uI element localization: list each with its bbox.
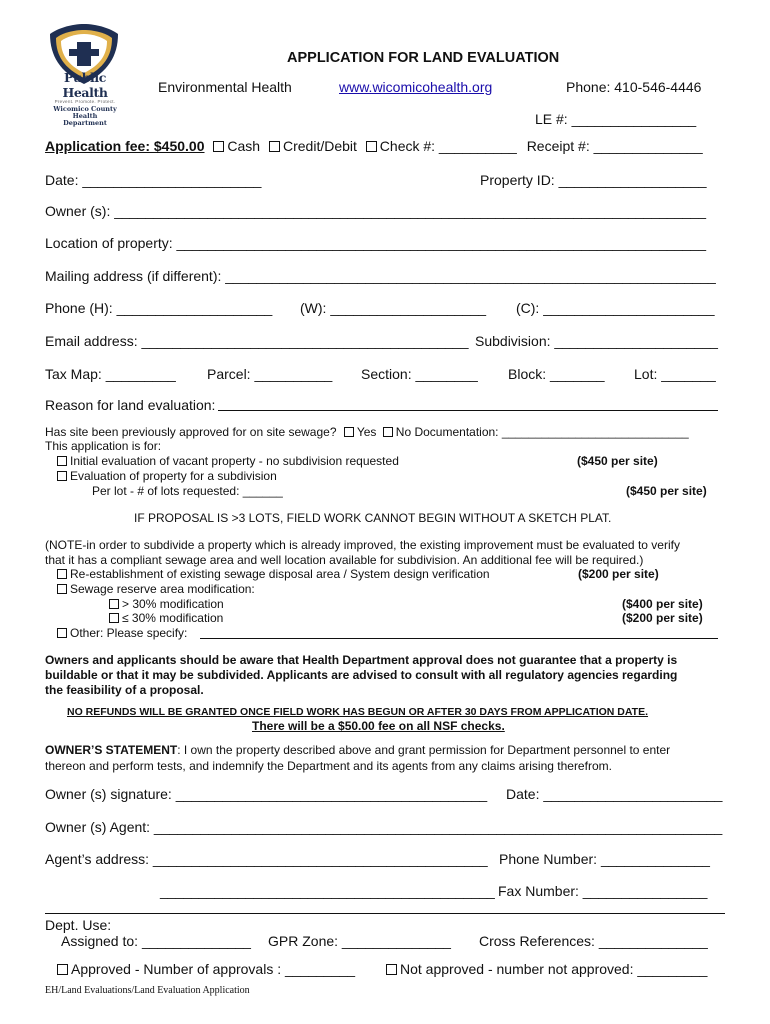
approved-checkbox[interactable]: [57, 964, 68, 975]
warning-line-1: Owners and applicants should be aware that Health Department approval does not guarantee that a property is: [45, 653, 678, 667]
agent-phone-field[interactable]: Phone Number: ______________: [499, 851, 710, 867]
not-approved-count-field[interactable]: Not approved - number not approved: _________: [400, 961, 708, 977]
other-option[interactable]: [57, 626, 187, 640]
agent-address-line-2[interactable]: ___________________________________________: [160, 883, 495, 899]
other-input-line[interactable]: [200, 638, 718, 639]
refund-policy: NO REFUNDS WILL BE GRANTED ONCE FIELD WORK HAS BEGUN OR AFTER 30 DAYS FROM APPLICATION DATE.: [67, 706, 649, 718]
mailing-address-field[interactable]: Mailing address (if different): _______________________________________________________________: [45, 268, 716, 284]
over-30-checkbox[interactable]: [109, 599, 119, 609]
phone-home-field[interactable]: Phone (H): ____________________: [45, 300, 273, 316]
other-checkbox[interactable]: [57, 628, 67, 638]
le-number-field[interactable]: LE #: ________________: [535, 111, 697, 127]
phone-number: Phone: 410-546-4446: [566, 79, 702, 95]
not-approved-option[interactable]: [386, 961, 707, 977]
per-lot-fee: ($450 per site): [626, 484, 707, 498]
logo-name: Public Health: [62, 70, 108, 100]
block-field[interactable]: Block: _______: [508, 366, 605, 382]
reason-label: Reason for land evaluation:: [45, 397, 216, 413]
no-documentation-field[interactable]: No Documentation: ____________________________: [395, 425, 689, 439]
cross-references-field[interactable]: Cross References: ______________: [479, 933, 708, 949]
warning-line-2: buildable or that it may be subdivided. Applicants are advised to consult with all regulatory agencies regarding: [45, 668, 678, 682]
subdivision-evaluation-option[interactable]: [57, 469, 277, 483]
over-30-option[interactable]: [109, 597, 224, 611]
logo-department: Health Department: [63, 112, 107, 127]
note-line-1: (NOTE-in order to subdivide a property which is already improved, the existing improvement must be evaluated to verify: [45, 538, 680, 552]
assigned-to-field[interactable]: Assigned to: ______________: [61, 933, 251, 949]
agent-address-field[interactable]: Agent’s address: ___________________________________________: [45, 851, 488, 867]
logo-tagline: Prevent. Promote. Protect.: [54, 99, 116, 104]
phone-cell-field[interactable]: (C): ______________________: [516, 300, 715, 316]
prior-approval-question: Has site been previously approved for on site sewage?: [45, 425, 337, 439]
owner-statement-text: : I own the property described above and grant permission for Department personnel to enter: [177, 743, 671, 757]
initial-evaluation-checkbox[interactable]: [57, 456, 67, 466]
subdivision-field[interactable]: Subdivision: _____________________: [475, 333, 718, 349]
under-30-label: ≤ 30% modification: [122, 611, 224, 625]
dept-use-divider: [45, 913, 725, 914]
yes-checkbox[interactable]: [344, 427, 354, 437]
lot-field[interactable]: Lot: _______: [634, 366, 716, 382]
signature-date-field[interactable]: Date: _______________________: [506, 786, 723, 802]
agent-fax-field[interactable]: Fax Number: ________________: [498, 883, 708, 899]
credit-debit-checkbox[interactable]: [269, 141, 280, 152]
not-approved-checkbox[interactable]: [386, 964, 397, 975]
property-id-field[interactable]: Property ID: ___________________: [480, 172, 707, 188]
under-30-option[interactable]: [109, 611, 223, 625]
reserve-modification-label: Sewage reserve area modification:: [70, 582, 255, 596]
approved-count-field[interactable]: Approved - Number of approvals : _________: [71, 961, 356, 977]
over-30-label: > 30% modification: [122, 597, 224, 611]
tax-map-field[interactable]: Tax Map: _________: [45, 366, 176, 382]
lots-requested-field[interactable]: Per lot - # of lots requested: ______: [92, 484, 283, 498]
other-label: Other: Please specify:: [70, 626, 188, 640]
reestablishment-option[interactable]: [57, 567, 490, 581]
owner-statement-line-2: thereon and perform tests, and indemnify the Department and its agents from any claims arising therefrom.: [45, 759, 612, 773]
owner-agent-field[interactable]: Owner (s) Agent: _________________________________________________________________________: [45, 819, 723, 835]
reserve-modification-option[interactable]: [57, 582, 255, 596]
reason-input-line[interactable]: [218, 410, 718, 411]
reestablishment-fee: ($200 per site): [578, 567, 659, 581]
section-field[interactable]: Section: ________: [361, 366, 478, 382]
initial-evaluation-label: Initial evaluation of vacant property - no subdivision requested: [70, 454, 399, 468]
yes-label: Yes: [356, 425, 377, 439]
owner-field[interactable]: Owner (s): ____________________________________________________________________________: [45, 203, 706, 219]
fee-row: [45, 138, 703, 154]
warning-line-3: the feasibility of a proposal.: [45, 683, 204, 697]
fee-label: Application fee: $450.00: [45, 138, 205, 154]
website-link[interactable]: www.wicomicohealth.org: [339, 79, 493, 95]
owner-statement-line-1: [45, 743, 670, 757]
location-field[interactable]: Location of property: ____________________________________________________________________: [45, 235, 706, 251]
check-checkbox[interactable]: [366, 141, 377, 152]
reestablishment-checkbox[interactable]: [57, 569, 67, 579]
subdivision-evaluation-checkbox[interactable]: [57, 471, 67, 481]
owner-signature-field[interactable]: Owner (s) signature: ________________________________________: [45, 786, 488, 802]
logo-county: Wicomico County: [53, 105, 117, 113]
sketch-plat-notice: IF PROPOSAL IS >3 LOTS, FIELD WORK CANNOT BEGIN WITHOUT A SKETCH PLAT.: [134, 511, 612, 525]
reserve-modification-checkbox[interactable]: [57, 584, 67, 594]
cash-checkbox[interactable]: [213, 141, 224, 152]
note-line-2: that it has a compliant sewage area and well location available for subdivision. An additional fee will be required.): [45, 553, 644, 567]
email-field[interactable]: Email address: __________________________________________: [45, 333, 469, 349]
logo-text: [50, 70, 120, 127]
phone-work-field[interactable]: (W): ____________________: [300, 300, 487, 316]
page-title: APPLICATION FOR LAND EVALUATION: [287, 50, 560, 66]
over-30-fee: ($400 per site): [622, 597, 703, 611]
cash-label: Cash: [227, 138, 261, 154]
footer-path: EH/Land Evaluations/Land Evaluation Application: [45, 985, 250, 996]
check-number-field[interactable]: Check #: __________: [379, 138, 517, 154]
initial-evaluation-fee: ($450 per site): [577, 454, 658, 468]
gpr-zone-field[interactable]: GPR Zone: ______________: [268, 933, 451, 949]
date-field[interactable]: Date: _______________________: [45, 172, 262, 188]
nsf-fee-notice: There will be a $50.00 fee on all NSF checks.: [252, 719, 505, 733]
prior-approval-row: [45, 425, 689, 439]
initial-evaluation-option[interactable]: [57, 454, 399, 468]
owner-statement-label: OWNER’S STATEMENT: [45, 743, 178, 757]
credit-debit-label: Credit/Debit: [282, 138, 357, 154]
approved-option[interactable]: [57, 961, 355, 977]
no-documentation-checkbox[interactable]: [383, 427, 393, 437]
application-for-label: This application is for:: [45, 439, 162, 453]
under-30-checkbox[interactable]: [109, 613, 119, 623]
receipt-number-field[interactable]: Receipt #: ______________: [526, 138, 703, 154]
dept-use-label: Dept. Use:: [45, 917, 112, 933]
parcel-field[interactable]: Parcel: __________: [207, 366, 333, 382]
under-30-fee: ($200 per site): [622, 611, 703, 625]
reestablishment-label: Re-establishment of existing sewage disposal area / System design verification: [70, 567, 490, 581]
division-name: Environmental Health: [158, 79, 292, 95]
subdivision-evaluation-label: Evaluation of property for a subdivision: [70, 469, 277, 483]
